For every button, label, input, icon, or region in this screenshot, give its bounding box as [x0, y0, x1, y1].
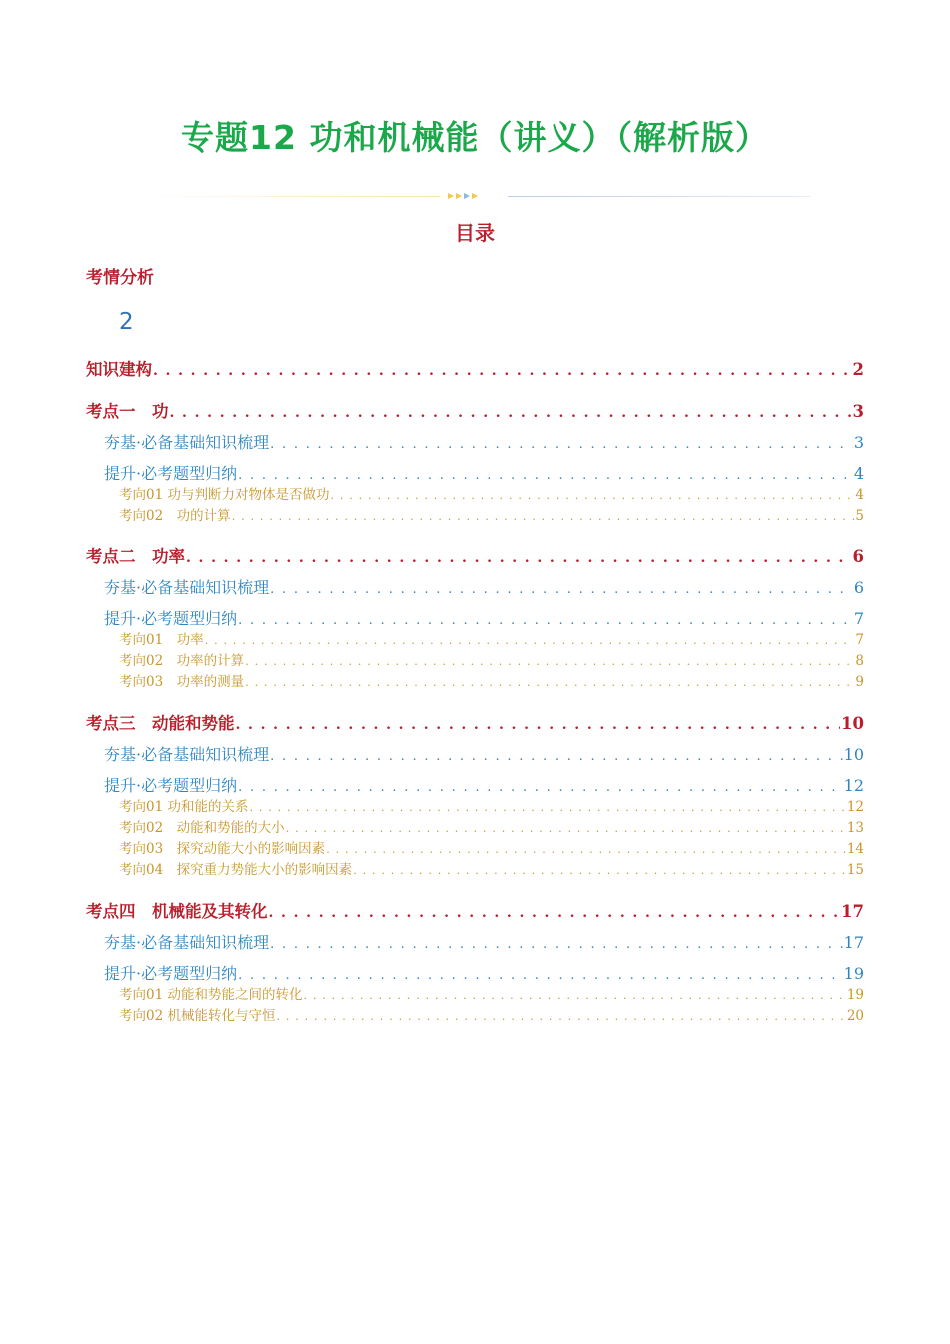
toc-entry-page-number: 10 [841, 714, 864, 733]
toc-dot-leader [236, 712, 841, 738]
toc-entry-section[interactable] [86, 399, 864, 425]
toc-entry-page-number: 20 [846, 1008, 864, 1024]
toc-dot-leader [186, 545, 852, 571]
toc-entry-subsection[interactable] [104, 961, 864, 987]
toc-entry-page-number: 3 [853, 433, 864, 452]
toc-dot-leader [249, 797, 845, 818]
toc-entry-page-number: 19 [843, 964, 864, 983]
toc-dot-leader [270, 932, 843, 958]
toc-entry-subsection[interactable] [104, 606, 864, 632]
toc-entry-page-number: 12 [843, 776, 864, 795]
toc-dot-leader [270, 577, 853, 603]
toc-entry-page-number: 19 [846, 987, 864, 1003]
toc-entry-subsection[interactable] [104, 430, 864, 456]
toc-entry-label: 考向03 探究动能大小的影响因素 [119, 841, 326, 857]
title-divider-left [138, 196, 440, 197]
toc-entry-section[interactable] [86, 899, 864, 925]
toc-dot-leader [245, 672, 854, 693]
toc-dot-leader [276, 1006, 845, 1027]
toc-entry-label: 考点三 动能和势能 [86, 714, 235, 733]
toc-entry-label: 夯基·必备基础知识梳理 [104, 578, 270, 597]
toc-entry-page-number: 6 [852, 547, 864, 566]
toc-entry-label: 考点二 功率 [86, 547, 185, 566]
toc-dot-leader [269, 900, 841, 926]
toc-dot-leader [303, 985, 845, 1006]
page-title: 专题12 功和机械能（讲义）（解析版） [181, 118, 769, 157]
toc-entry-page-number: 12 [846, 799, 864, 815]
toc-entry-page-number: 4 [853, 464, 864, 483]
toc-entry-topic[interactable] [119, 630, 864, 651]
toc-entry-page-number: 3 [852, 402, 864, 421]
toc-entry-subsection[interactable] [104, 773, 864, 799]
toc-entry-label: 提升·必考题型归纳 [104, 464, 238, 483]
toc-heading: 目录 [455, 221, 495, 245]
toc-entry-section[interactable] [86, 544, 864, 570]
toc-dot-leader [270, 432, 853, 458]
toc-entry-page-number: 7 [853, 609, 864, 628]
toc-entry-label: 考向02 功的计算 [119, 508, 231, 524]
toc-dot-leader [326, 839, 846, 860]
toc-entry-topic[interactable] [119, 839, 864, 860]
toc-entry-page-number: 17 [841, 902, 864, 921]
toc-entry-label: 提升·必考题型归纳 [104, 609, 238, 628]
toc-entry-page-number: 2 [852, 360, 864, 379]
toc-dot-leader [353, 860, 846, 881]
toc-dot-leader [330, 485, 854, 506]
toc-entry-label: 考向02 功率的计算 [119, 653, 245, 669]
toc-entry-page-number: 17 [843, 933, 864, 952]
toc-entry-label: 考点一 功 [86, 402, 169, 421]
toc-entry-topic[interactable] [119, 1006, 864, 1027]
toc-dot-leader [232, 506, 855, 527]
toc-entry-subsection[interactable] [104, 575, 864, 601]
toc-entry-label: 考向01 功与判断力对物体是否做功 [119, 487, 330, 503]
toc-entry-topic[interactable] [119, 985, 864, 1006]
toc-entry-label: 提升·必考题型归纳 [104, 964, 238, 983]
toc-entry-label: 考向01 功和能的关系 [119, 799, 249, 815]
toc-entry-label: 夯基·必备基础知识梳理 [104, 433, 270, 452]
toc-entry-label: 提升·必考题型归纳 [104, 776, 238, 795]
toc-entry-subsection[interactable] [104, 930, 864, 956]
toc-entry-label: 考向01 动能和势能之间的转化 [119, 987, 303, 1003]
exam-analysis-label[interactable]: 考情分析 [86, 268, 154, 288]
toc-entry-label: 知识建构 [86, 360, 152, 379]
toc-entry-page-number: 15 [846, 862, 864, 878]
toc-entry-page-number: 8 [855, 653, 864, 669]
toc-entry-label: 夯基·必备基础知识梳理 [104, 745, 270, 764]
toc-dot-leader [205, 630, 855, 651]
toc-entry-label: 考向01 功率 [119, 632, 204, 648]
toc-entry-page-number: 4 [855, 487, 864, 503]
toc-entry-label: 考点四 机械能及其转化 [86, 902, 268, 921]
toc-dot-leader [153, 358, 852, 384]
toc-entry-subsection[interactable] [104, 742, 864, 768]
toc-entry-topic[interactable] [119, 818, 864, 839]
toc-entry-section[interactable] [86, 711, 864, 737]
toc-entry-topic[interactable] [119, 506, 864, 527]
toc-entry-topic[interactable] [119, 672, 864, 693]
title-divider-right [508, 196, 810, 197]
divider-arrows-icon [444, 190, 506, 202]
toc-entry-page-number: 14 [846, 841, 864, 857]
toc-entry-page-number: 9 [855, 674, 864, 690]
toc-dot-leader [170, 400, 852, 426]
toc-entry-subsection[interactable] [104, 461, 864, 487]
toc-entry-label: 考向02 动能和势能的大小 [119, 820, 285, 836]
toc-entry-page-number: 5 [855, 508, 864, 524]
toc-entry-topic[interactable] [119, 797, 864, 818]
toc-entry-label: 考向03 功率的测量 [119, 674, 245, 690]
toc-entry-page-number: 6 [853, 578, 864, 597]
toc-dot-leader [286, 818, 846, 839]
toc-dot-leader [270, 744, 843, 770]
toc-entry-page-number: 10 [843, 745, 864, 764]
toc-entry-section[interactable] [86, 357, 864, 383]
toc-entry-page-number: 7 [855, 632, 864, 648]
toc-entry-page-number: 13 [846, 820, 864, 836]
toc-entry-topic[interactable] [119, 485, 864, 506]
toc-entry-label: 考向02 机械能转化与守恒 [119, 1008, 276, 1024]
toc-entry-label: 考向04 探究重力势能大小的影响因素 [119, 862, 353, 878]
toc-dot-leader [245, 651, 854, 672]
exam-analysis-page: 2 [119, 309, 134, 335]
toc-entry-label: 夯基·必备基础知识梳理 [104, 933, 270, 952]
toc-entry-topic[interactable] [119, 651, 864, 672]
toc-entry-topic[interactable] [119, 860, 864, 881]
